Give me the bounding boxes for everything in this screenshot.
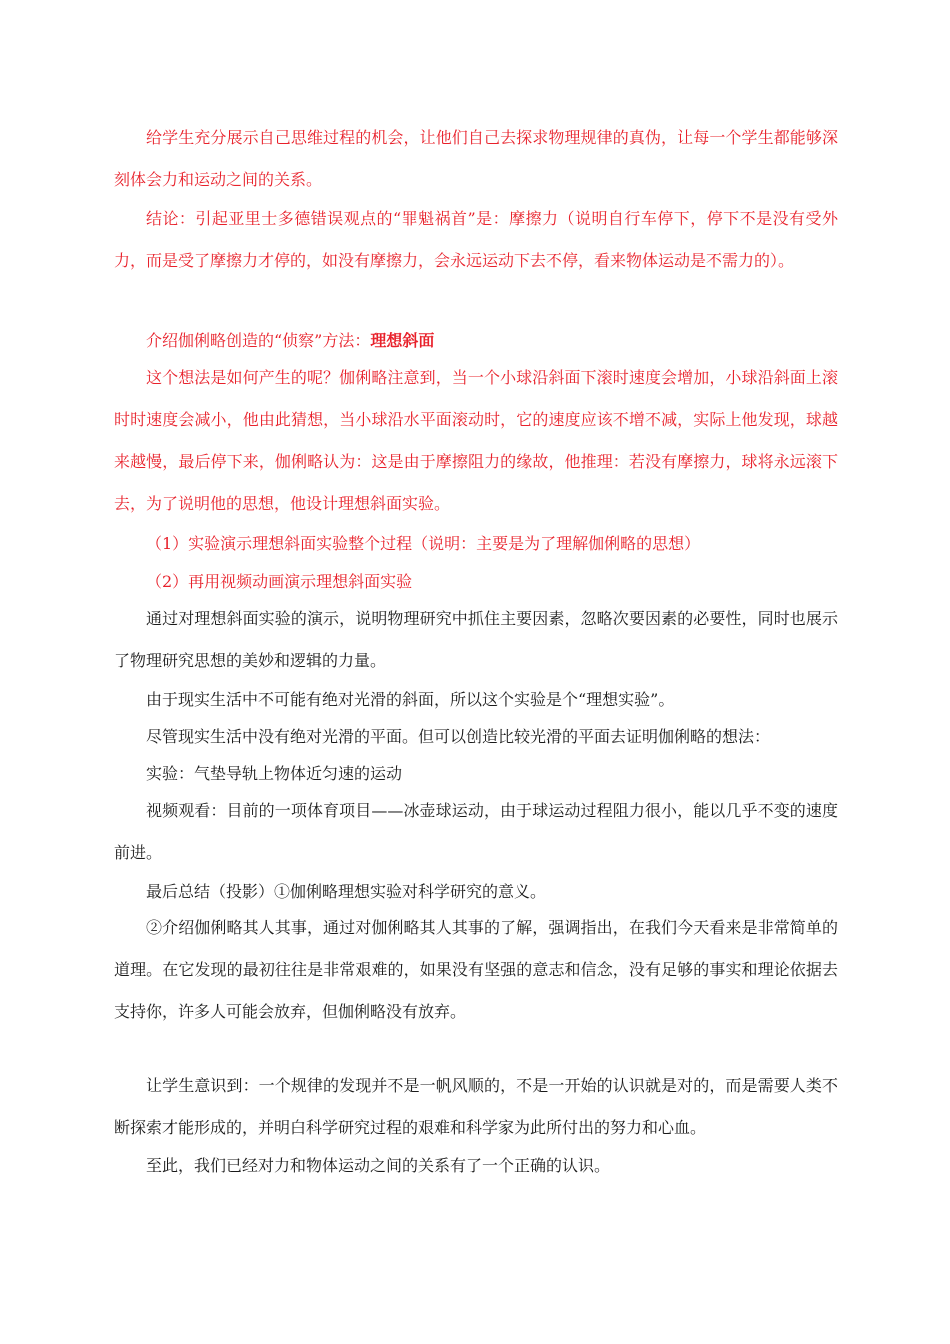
- paragraph-demo-significance: 通过对理想斜面实验的演示，说明物理研究中抓住主要因素，忽略次要因素的必要性，同时也展示了物理研究思想的美妙和逻辑的力量。: [114, 609, 838, 670]
- ideal-incline-label: 理想斜面: [370, 331, 435, 350]
- paragraph-student-thinking: 给学生充分展示自己思维过程的机会，让他们自己去探求物理规律的真伪，让每一个学生都能够深刻体会力和运动之间的关系。: [114, 128, 838, 189]
- paragraph-student-awareness: 让学生意识到：一个规律的发现并不是一帆风顺的，不是一开始的认识就是对的，而是需要人类不断探索才能形成的，并明白科学研究过程的艰难和科学家为此所付出的努力和心血。: [114, 1076, 838, 1137]
- paragraph-closing: 至此，我们已经对力和物体运动之间的关系有了一个正确的认识。: [146, 1156, 611, 1175]
- paragraph-smooth-plane: 尽管现实生活中没有绝对光滑的平面。但可以创造比较光滑的平面去证明伽俐略的想法：: [146, 727, 771, 746]
- paragraph-conclusion-friction: 结论：引起亚里士多德错误观点的“罪魁祸首”是：摩擦力（说明自行车停下，停下不是没有受外力，而是受了摩擦力才停的，如没有摩擦力，会永远运动下去不停，看来物体运动是不需力的）。: [114, 209, 838, 270]
- paragraph-summary-2: ②介绍伽俐略其人其事，通过对伽俐略其人其事的了解，强调指出，在我们今天看来是非常简单的道理。在它发现的最初往往是非常艰难的，如果没有坚强的意志和信念，没有足够的事实和理论依据去支持你，许多人可能会放弃，但伽俐略没有放弃。: [114, 918, 838, 1021]
- paragraph-idea-origin: 这个想法是如何产生的呢？伽俐略注意到，当一个小球沿斜面下滚时速度会增加，小球沿斜面上滚时时速度会减小，他由此猜想，当小球沿水平面滚动时，它的速度应该不增不减，实际上他发现，球越来越慢，最后停下来，伽俐略认为：这是由于摩擦阻力的缘故，他推理：若没有摩擦力，球将永远滚下去，为了说明他的思想，他设计理想斜面实验。: [114, 368, 838, 513]
- document-page: [114, 0, 838, 1344]
- paragraph-air-track: 实验：气垫导轨上物体近匀速的运动: [146, 764, 403, 783]
- paragraph-galileo-method: [114, 320, 838, 362]
- paragraph-step-2: （2）再用视频动画演示理想斜面实验: [146, 572, 413, 591]
- paragraph-ideal-experiment: 由于现实生活中不可能有绝对光滑的斜面，所以这个实验是个“理想实验”。: [146, 690, 675, 709]
- paragraph-step-1: （1）实验演示理想斜面实验整个过程（说明：主要是为了理解伽俐略的思想）: [146, 534, 701, 553]
- paragraph-summary-1: 最后总结（投影）①伽俐略理想实验对科学研究的意义。: [146, 882, 547, 901]
- paragraph-curling-video: 视频观看：目前的一项体育项目——冰壶球运动，由于球运动过程阻力很小，能以几乎不变的速度前进。: [114, 801, 838, 862]
- method-intro-text: 介绍伽俐略创造的“侦察”方法：: [146, 331, 371, 350]
